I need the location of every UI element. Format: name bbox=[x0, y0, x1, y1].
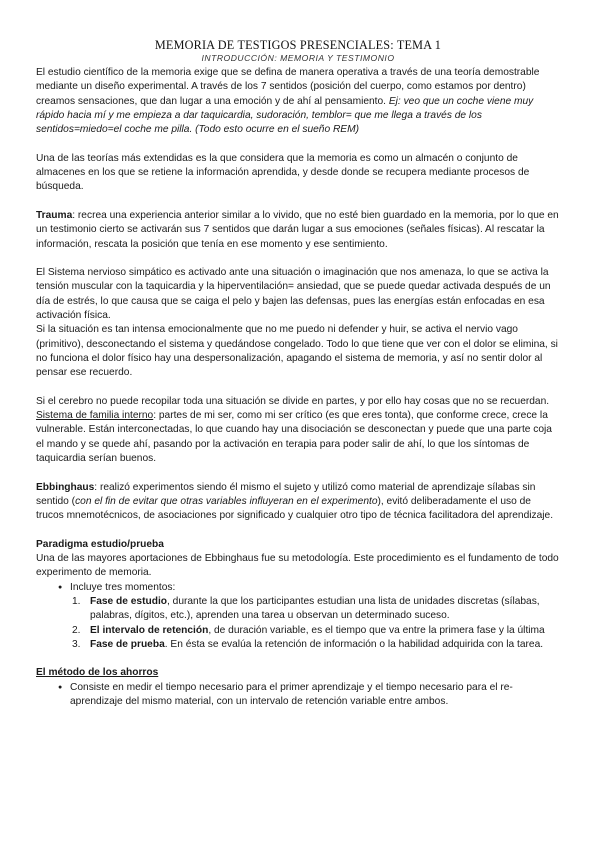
ebbinghaus-term: Ebbinghaus bbox=[36, 481, 95, 493]
document-subtitle: INTRODUCCIÓN: MEMORIA Y TESTIMONIO bbox=[201, 53, 395, 63]
list-number: 1. bbox=[72, 595, 81, 607]
list-item-text: , durante la que los participantes estudian una lista de unidades discretas (sílabas, palabras, dígitos, etc.), aprenden una tarea u observan un determinado suceso. bbox=[90, 595, 540, 622]
paragraph-intro-example: Ej: veo que un coche viene muy rápido hacia mí y me empieza a dar taquicardia, sudoración, temblor= que me llega a través de los sentidos=miedo=el coche me pilla. (Todo esto ocurre en el sueño REM) bbox=[36, 95, 534, 136]
paragraph-trauma bbox=[36, 209, 560, 252]
paragraph-paradigm-intro: Una de las mayores aportaciones de Ebbinghaus fue su metodología. Este procedimiento es el fundamento de todo experimento de memoria. bbox=[36, 553, 559, 579]
trauma-text: : recrea una experiencia anterior similar a lo vivido, que no esté bien guardado en la memoria, por lo que en un testimonio cierto se activarán sus 7 sentidos que darán lugar a sus emociones (señales físicas). Al rescatar la información, rescata la posición que tenía en ese momento y ese sentimiento. bbox=[36, 209, 559, 250]
paragraph-sympathetic: El Sistema nervioso simpático es activado ante una situación o imaginación que nos amenaza, lo que se activa la tensión muscular con la taquicardia y la hiperventilación= ansiedad, que se puede quedar activada después de un día de estrés, lo que causa que se caiga el pelo y bajen las defensas, pues las energías están enfocadas en esa activación física. bbox=[36, 267, 551, 322]
internal-family-after: : partes de mi ser, como mi ser crítico (es que eres tonta), que conforme crece, crece la vulnerable. Están interconectadas, lo que cuando hay una disociación se desconectan y puede que una parte coja el mando y se quede ahí, pasando por la activación en terapia para poder salir de ahí, lo que los síntomas de taquicardia serían buenos. bbox=[36, 410, 552, 465]
section-heading-savings: El método de los ahorros bbox=[36, 667, 159, 679]
list-item bbox=[72, 638, 560, 652]
list-item-term: Fase de prueba bbox=[90, 638, 165, 650]
ebbinghaus-italic: con el fin de evitar que otras variables influyeran en el experimento bbox=[75, 495, 378, 507]
section-heading-paradigm: Paradigma estudio/prueba bbox=[36, 538, 164, 550]
paragraph-intro-text: El estudio científico de la memoria exige que se defina de manera operativa a través de una teoría demostrable mediante un diseño experimental. A través de los 7 sentidos (posición del cuerpo, como estamos por dentro) creamos sensaciones, que dan lugar a una emoción y de ahí al pensamiento. bbox=[36, 67, 540, 107]
list-item: ● Consiste en medir el tiempo necesario para el primer aprendizaje y el tiempo necesario para el re-aprendizaje del mismo material, con un intervalo de retención variable entre ambos. bbox=[58, 681, 560, 710]
list-number: 2. bbox=[72, 624, 81, 636]
paragraph-internal-family bbox=[36, 395, 560, 466]
ebbinghaus-before: : realizó experimentos siendo él mismo el sujeto y utilizó como material de aprendizaje sílabas sin sentido ( bbox=[36, 481, 536, 507]
list-item bbox=[72, 624, 560, 638]
trauma-term: Trauma bbox=[36, 209, 73, 221]
list-item-text: . En ésta se evalúa la retención de información o la habilidad adquirida con la tarea. bbox=[164, 638, 544, 650]
list-number: 3. bbox=[72, 638, 81, 650]
ebbinghaus-after: ), evitó deliberadamente el uso de trucos mnemotécnicos, de asociaciones por significado y cualquier otro tipo de técnica facilitadora del aprendizaje. bbox=[36, 495, 554, 522]
paragraph-vagus: Si la situación es tan intensa emocionalmente que no me puedo ni defender y huir, se activa el nervio vago (primitivo), desconectando el sistema y quedándose congelado. Todo lo que tiene que ver con el dolor se elimina, si no funciona el dolor físico hay una despersonalización, apagando el sistema de memoria, y así no sentir dolor al pensar ese recuerdo. bbox=[36, 324, 558, 379]
list-item-term: El intervalo de retención bbox=[90, 624, 209, 636]
internal-family-term: Sistema de familia interno bbox=[36, 410, 154, 422]
paradigm-bullet-list bbox=[36, 581, 560, 595]
list-item bbox=[72, 595, 560, 624]
paragraph-theory: Una de las teorías más extendidas es la que considera que la memoria es como un almacén o conjunto de almacenes en los que se retiene la información aprendida, y desde donde se recupera mediante procesos de búsqueda. bbox=[36, 152, 530, 193]
list-item: ● Incluye tres momentos: bbox=[58, 581, 560, 595]
document-title: MEMORIA DE TESTIGOS PRESENCIALES: TEMA 1 bbox=[154, 38, 442, 52]
internal-family-before: Si el cerebro no puede recopilar toda una situación se divide en partes, y por ello hay cosas que no se recuerdan. bbox=[36, 395, 550, 407]
savings-bullet-list bbox=[36, 681, 560, 710]
paradigm-numbered-list bbox=[36, 595, 560, 652]
paragraph-ebbinghaus bbox=[36, 481, 560, 524]
paragraph-intro bbox=[36, 66, 560, 137]
list-item-text: , de duración variable, es el tiempo que va entre la primera fase y la última bbox=[208, 624, 545, 636]
list-item-term: Fase de estudio bbox=[90, 595, 167, 607]
